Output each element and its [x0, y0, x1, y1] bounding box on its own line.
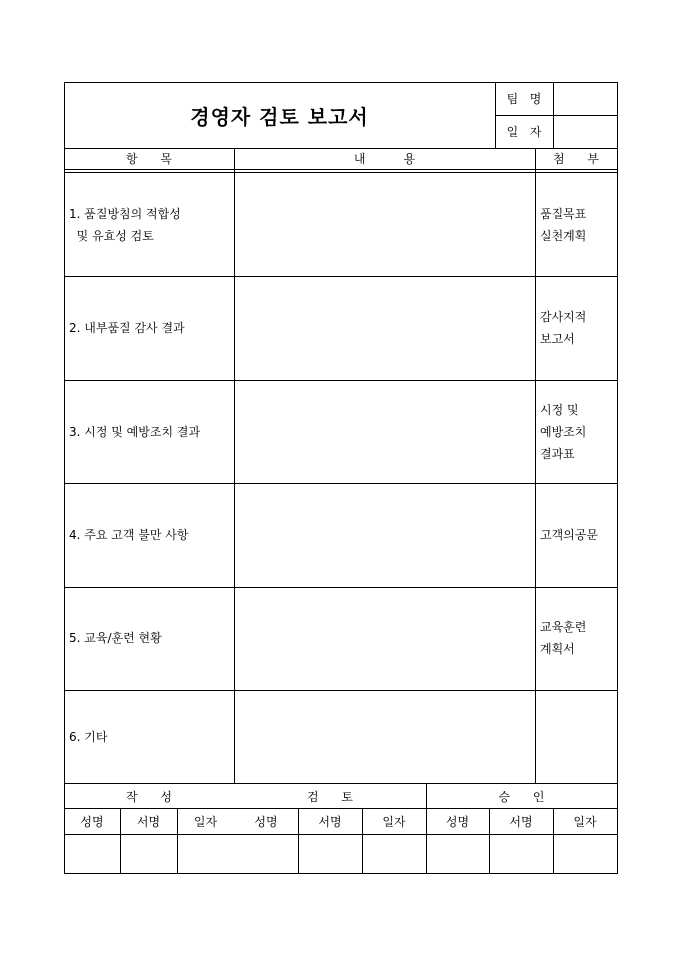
signoff-author-signature-label: 서명: [136, 815, 161, 829]
row-5-item: 5. 교육/훈련 현황: [69, 631, 162, 645]
signoff-author-name-cell[interactable]: [65, 835, 120, 873]
divider: [64, 587, 618, 588]
date-label: 일 자: [506, 125, 542, 139]
row-1-attachment: 품질목표 실천계획: [540, 207, 587, 243]
row-1-item: 1. 품질방침의 적합성 및 유효성 검토: [69, 207, 181, 243]
column-header-content: 내 용: [353, 152, 416, 166]
signoff-author-signature-cell[interactable]: [121, 835, 177, 873]
signoff-reviewer-name-cell[interactable]: [235, 835, 298, 873]
signoff-reviewer-name-label: 성명: [254, 815, 278, 829]
row-6-item: 6. 기타: [69, 730, 108, 744]
row-3-content[interactable]: [236, 382, 534, 482]
signoff-approver-signature-cell[interactable]: [490, 835, 553, 873]
signoff-approver-name-cell[interactable]: [427, 835, 489, 873]
border-right: [617, 82, 618, 873]
row-4-content[interactable]: [236, 485, 534, 586]
signoff-reviewer-date-label: 일자: [382, 815, 406, 829]
signoff-approver-date-label: 일자: [573, 815, 597, 829]
team-value[interactable]: [554, 82, 617, 115]
row-6-content[interactable]: [236, 692, 534, 782]
divider: [234, 148, 235, 783]
signoff-author-date-label: 일자: [193, 815, 218, 829]
row-5-attachment: 교육훈련 계획서: [540, 620, 587, 656]
signoff-approver-date-cell[interactable]: [554, 835, 617, 873]
signoff-author-name-label: 성명: [80, 815, 104, 829]
divider: [64, 483, 618, 484]
column-header-attachment: 첨 부: [552, 152, 600, 166]
column-header-item: 항 목: [125, 152, 173, 166]
row-4-attachment: 고객의공문: [540, 528, 598, 542]
border-bottom: [64, 873, 618, 874]
row-2-content[interactable]: [236, 278, 534, 379]
team-label: 팀 명: [506, 92, 542, 106]
row-5-content[interactable]: [236, 589, 534, 689]
border-left: [64, 82, 65, 873]
divider: [535, 148, 536, 783]
signoff-group-author: 작 성: [125, 789, 173, 804]
divider: [64, 690, 618, 691]
signoff-reviewer-signature-label: 서명: [318, 815, 342, 829]
row-4-item: 4. 주요 고객 불만 사항: [69, 528, 189, 542]
row-3-attachment: 시정 및 예방조치 결과표: [540, 403, 587, 461]
signoff-group-reviewer: 검 토: [306, 789, 354, 804]
row-2-item: 2. 내부품질 감사 결과: [69, 321, 185, 335]
signoff-approver-signature-label: 서명: [509, 815, 533, 829]
signoff-author-date-cell[interactable]: [178, 835, 234, 873]
signoff-reviewer-date-cell[interactable]: [363, 835, 426, 873]
signoff-group-approver: 승 인: [498, 789, 545, 804]
row-3-item: 3. 시정 및 예방조치 결과: [69, 425, 201, 439]
signoff-reviewer-signature-cell[interactable]: [299, 835, 362, 873]
row-1-content[interactable]: [236, 174, 534, 275]
divider: [64, 380, 618, 381]
date-value[interactable]: [554, 115, 617, 148]
page-title: 경영자 검토 보고서: [190, 104, 369, 129]
signoff-approver-name-label: 성명: [445, 815, 470, 829]
divider: [64, 276, 618, 277]
row-2-attachment: 감사지적 보고서: [540, 310, 587, 346]
